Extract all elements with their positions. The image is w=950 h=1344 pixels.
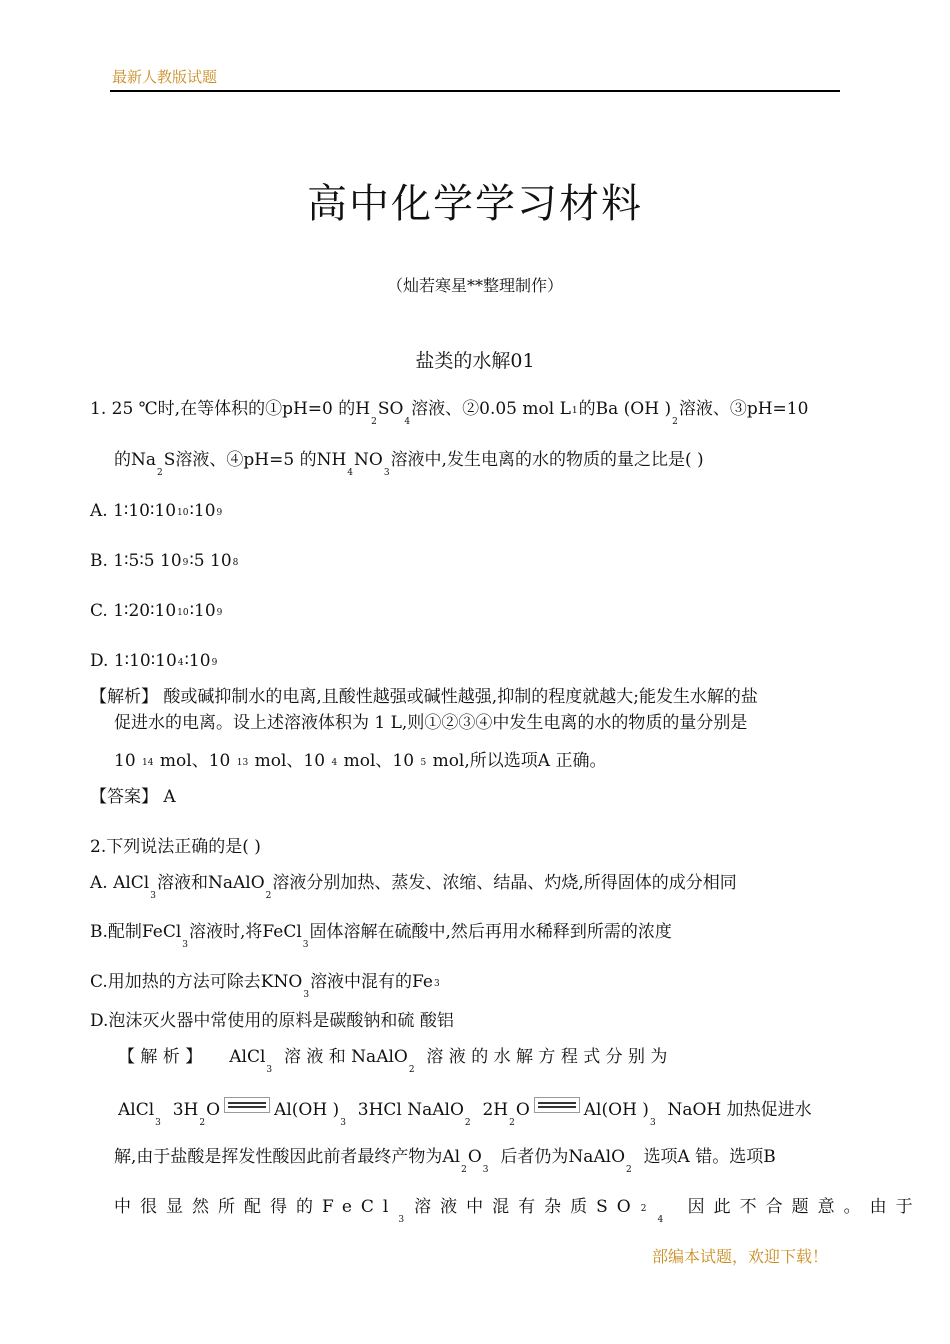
q2-option-a: A. AlCl$_3$溶液和NaAlO$_2$溶液分别加热、蒸发、浓缩、结晶、灼烧,所得固体的成分相同 — [90, 873, 737, 901]
q2-analysis-line4: 中很显然所配得的FeCl$_3$溶液中混有杂质$SO^2_4$ 因此不合题意。由于 — [114, 1197, 922, 1225]
header-label: 最新人教版试题 — [112, 68, 218, 86]
page-title: 高中化学学习材料 — [307, 181, 643, 227]
q1-analysis-line2: 促进水的电离。设上述溶液体积为 1 L,则①②③④中发生电离的水的物质的量分别是 — [114, 713, 748, 733]
equilibrium-arrow-icon — [224, 1097, 270, 1113]
footer-label: 部编本试题，欢迎下载！ — [652, 1247, 829, 1266]
q2-analysis-line2: AlCl$_3$ $3H_2O$ Al(OH )$_3$ 3HCl NaAlO$_2$ $2H_2O$ Al(OH )$_3$ NaOH 加热促进水 — [118, 1097, 812, 1123]
q2-analysis-line3: 解,由于盐酸是挥发性酸因此前者最终产物为$Al_2O_3$ 后者仍为NaAlO$_2$ 选项A 错。选项B — [114, 1147, 776, 1175]
q1-analysis-line3: 10 $^{14}$ mol、10 $^{13}$ mol、10 $^4$ mol、10 $^5$ mol,所以选项A 正确。 — [114, 751, 607, 771]
q1-stem-line1: 1. 25 ℃时,在等体积的①pH=0 的$H_2SO_4$溶液、②0.05 mol $L^1$的Ba (OH )$_2$溶液、③pH=10 — [90, 399, 809, 427]
q2-option-b: B.配制FeCl$_3$溶液时,将FeCl$_3$固体溶解在硫酸中,然后再用水稀释到所需的浓度 — [90, 922, 672, 950]
q1-option-b: B. 1∶5∶5 $10^9∶5$ $10^8$ — [90, 551, 239, 571]
header-rule — [110, 90, 840, 92]
page-subtitle: （灿若寒星**整理制作） — [386, 276, 563, 295]
q2-stem: 2.下列说法正确的是( ) — [90, 837, 261, 857]
q1-option-a: A. $1∶10∶10^{10}∶10^9$ — [90, 501, 223, 521]
q2-analysis-line1: 【 解 析 】 AlCl$_3$ 溶 液 和 NaAlO$_2$ 溶 液 的 水 解 方 程 式 分 别 为 — [118, 1047, 668, 1075]
q1-option-c: C. $1∶20∶10^{10}∶10^9$ — [90, 601, 223, 621]
q2-option-c: C.用加热的方法可除去$KNO_3$溶液中混有的Fe$^3$ — [90, 972, 440, 1000]
q1-answer: 【答案】 A — [90, 787, 176, 807]
q1-analysis-line1: 【解析】 酸或碱抑制水的电离,且酸性越强或碱性越强,抑制的程度就越大;能发生水解的盐 — [90, 687, 758, 707]
q1-option-d: D. $1∶10∶10^4∶10^9$ — [90, 651, 218, 671]
equilibrium-arrow-icon — [534, 1097, 580, 1113]
q2-option-d: D.泡沫灭火器中常使用的原料是碳酸钠和硫 酸铝 — [90, 1011, 454, 1031]
section-heading: 盐类的水解01 — [415, 350, 535, 372]
q1-stem-line2: 的$Na_2S$溶液、④pH=5 的$NH_4NO_3$溶液中,发生电离的水的物质的量之比是( ) — [114, 450, 704, 478]
